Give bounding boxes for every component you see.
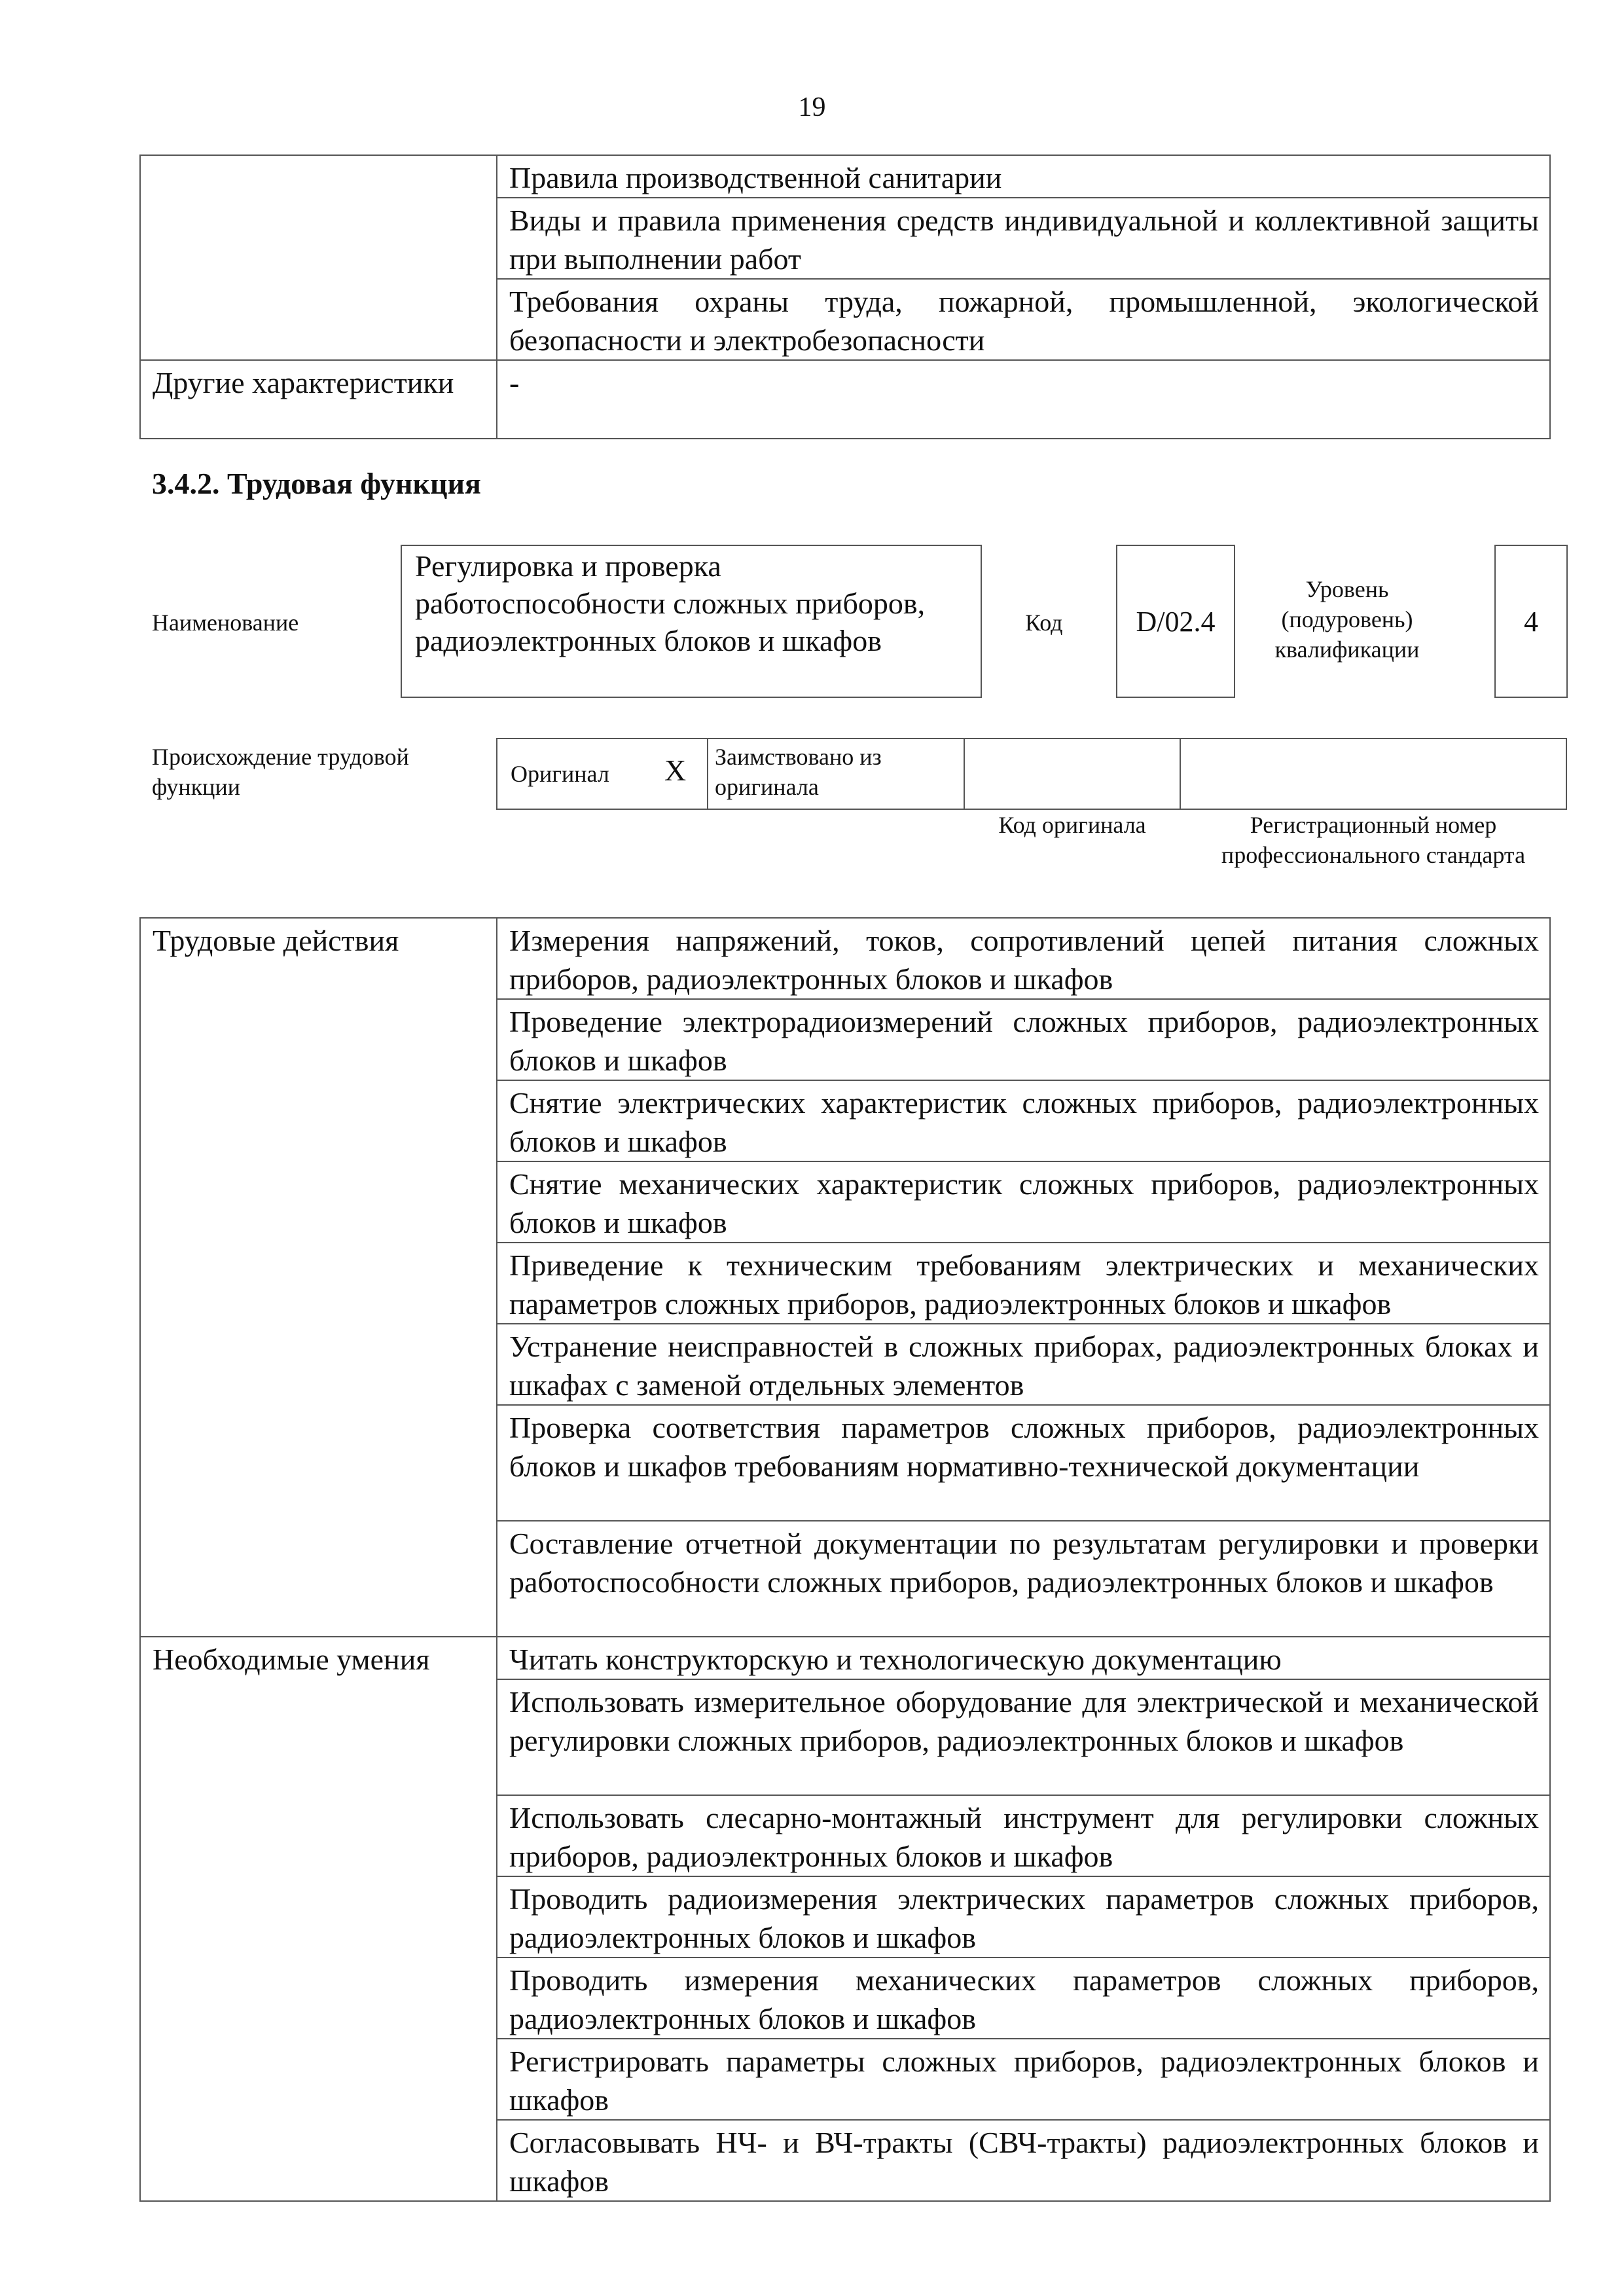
section-title: 3.4.2. Трудовая функция	[152, 467, 481, 500]
top-table-cell: Правила производственной санитарии	[497, 155, 1550, 198]
main-table	[139, 917, 1551, 2202]
code-label: Код	[1025, 610, 1063, 636]
labor-action-item: Снятие механических характеристик сложных приборов, радиоэлектронных блоков и шкафов	[497, 1161, 1550, 1243]
skill-item: Читать конструкторскую и технологическую документацию	[497, 1637, 1550, 1679]
original-label: Оригинал	[511, 761, 609, 787]
labor-action-item: Устранение неисправностей в сложных приборах, радиоэлектронных блоках и шкафах с заменой отдельных элементов	[497, 1324, 1550, 1405]
labor-action-item: Приведение к техническим требованиям электрических и механических параметров сложных приборов, радиоэлектронных блоков и шкафов	[497, 1243, 1550, 1324]
skill-item: Использовать слесарно-монтажный инструмент для регулировки сложных приборов, радиоэлектронных блоков и шкафов	[497, 1795, 1550, 1876]
reg-number-label: Регистрационный номер профессионального стандарта	[1221, 812, 1526, 868]
name-label: Наименование	[152, 610, 299, 636]
skill-item: Использовать измерительное оборудование для электрической и механической регулировки сложных приборов, радиоэлектронных блоков и шкафов	[497, 1679, 1550, 1795]
page-number: 19	[798, 92, 826, 122]
code-original-label: Код оригинала	[998, 812, 1146, 838]
origin-label: Происхождение трудовой функции	[152, 744, 409, 800]
labor-action-item: Измерения напряжений, токов, сопротивлений цепей питания сложных приборов, радиоэлектронных блоков и шкафов	[497, 918, 1550, 999]
other-characteristics-value: -	[497, 360, 1550, 439]
skill-item: Согласовывать НЧ- и ВЧ-тракты (СВЧ-тракты) радиоэлектронных блоков и шкафов	[497, 2120, 1550, 2201]
skill-item: Регистрировать параметры сложных приборов, радиоэлектронных блоков и шкафов	[497, 2039, 1550, 2120]
original-mark: X	[664, 754, 687, 787]
qualification-level-label: Уровень (подуровень) квалификации	[1274, 576, 1420, 663]
labor-action-item: Проверка соответствия параметров сложных приборов, радиоэлектронных блоков и шкафов требованиям нормативно-технической документации	[497, 1405, 1550, 1521]
labor-actions-label: Трудовые действия	[140, 918, 497, 1637]
labor-action-item: Проведение электрорадиоизмерений сложных приборов, радиоэлектронных блоков и шкафов	[497, 999, 1550, 1080]
top-table-left-empty	[140, 155, 497, 360]
labor-action-item: Снятие электрических характеристик сложных приборов, радиоэлектронных блоков и шкафов	[497, 1080, 1550, 1161]
code-value: D/02.4	[1136, 605, 1216, 638]
required-skills-label: Необходимые умения	[140, 1637, 497, 2201]
top-table-cell: Виды и правила применения средств индивидуальной и коллективной защиты при выполнении работ	[497, 198, 1550, 279]
code-box	[1116, 545, 1235, 698]
other-characteristics-label: Другие характеристики	[140, 360, 497, 439]
borrowed-label: Заимствовано из оригинала	[715, 744, 882, 800]
skill-item: Проводить измерения механических параметров сложных приборов, радиоэлектронных блоков и шкафов	[497, 1958, 1550, 2039]
function-name-box	[401, 545, 982, 698]
function-name-value: Регулировка и проверка работоспособности сложных приборов, радиоэлектронных блоков и шкафов	[415, 549, 926, 657]
skill-item: Проводить радиоизмерения электрических параметров сложных приборов, радиоэлектронных блоков и шкафов	[497, 1876, 1550, 1958]
top-table-cell: Требования охраны труда, пожарной, промышленной, экологической безопасности и электробезопасности	[497, 279, 1550, 360]
origin-table	[496, 738, 1567, 810]
level-box	[1494, 545, 1568, 698]
level-value: 4	[1524, 605, 1538, 638]
top-table	[139, 155, 1551, 439]
labor-action-item: Составление отчетной документации по результатам регулировки и проверки работоспособности сложных приборов, радиоэлектронных блоков и шкафов	[497, 1521, 1550, 1637]
